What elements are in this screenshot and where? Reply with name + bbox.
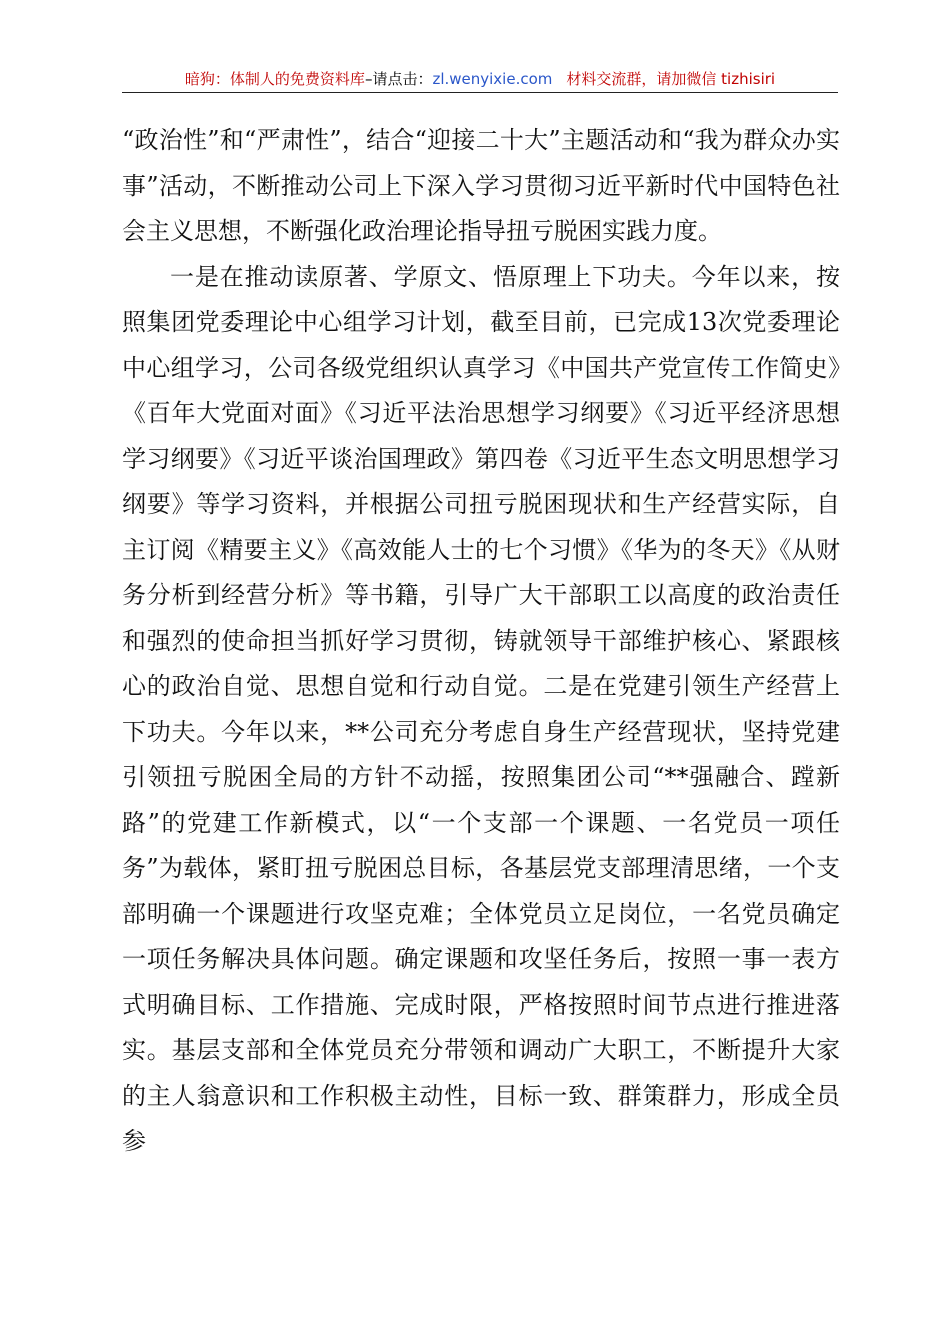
header-link[interactable]: zl.wenyixie.com: [432, 70, 553, 88]
page-header: [122, 66, 838, 93]
paragraph-1: “政治性”和“严肃性”，结合“迎接二十大”主题活动和“我为群众办实事”活动，不断推动公司上下深入学习贯彻习近平新时代中国特色社会主义思想，不断强化政治理论指导扭亏脱困实践力度。: [122, 126, 840, 245]
document-body: [122, 118, 840, 1165]
header-brand: 暗狗：体制人的免费资料库: [184, 70, 365, 88]
header-contact: 材料交流群，请加微信 tizhisiri: [566, 70, 776, 88]
paragraph-2: 一是在推动读原著、学原文、悟原理上下功夫。今年以来，按照集团党委理论中心组学习计划，截至目前，已完成13次党委理论中心组学习，公司各级党组织认真学习《中国共产党宣传工作简史》《百年大党面对面》《习近平法治思想学习纲要》《习近平经济思想学习纲要》《习近平谈治国理政》第四卷《习近平生态文明思想学习纲要》等学习资料，并根据公司扭亏脱困现状和生产经营实际，自主订阅《精要主义》《高效能人士的七个习惯》《华为的冬天》《从财务分析到经营分析》等书籍，引导广大干部职工以高度的政治责任和强烈的使命担当抓好学习贯彻，铸就领导干部维护核心、紧跟核心的政治自觉、思想自觉和行动自觉。二是在党建引领生产经营上下功夫。今年以来，**公司充分考虑自身生产经营现状，坚持党建引领扭亏脱困全局的方针不动摇，按照集团公司“**强融合、蹚新路”的党建工作新模式，以“一个支部一个课题、一名党员一项任务”为载体，紧盯扭亏脱困总目标，各基层党支部理清思绪，一个支部明确一个课题进行攻坚克难；全体党员立足岗位，一名党员确定一项任务解决具体问题。确定课题和攻坚任务后，按照一事一表方式明确目标、工作措施、完成时限，严格按照时间节点进行推进落实。基层支部和全体党员充分带领和调动广大职工，不断提升大家的主人翁意识和工作积极主动性，目标一致、群策群力，形成全员参: [122, 262, 840, 1155]
header-link-prefix: –请点击：: [364, 70, 433, 88]
